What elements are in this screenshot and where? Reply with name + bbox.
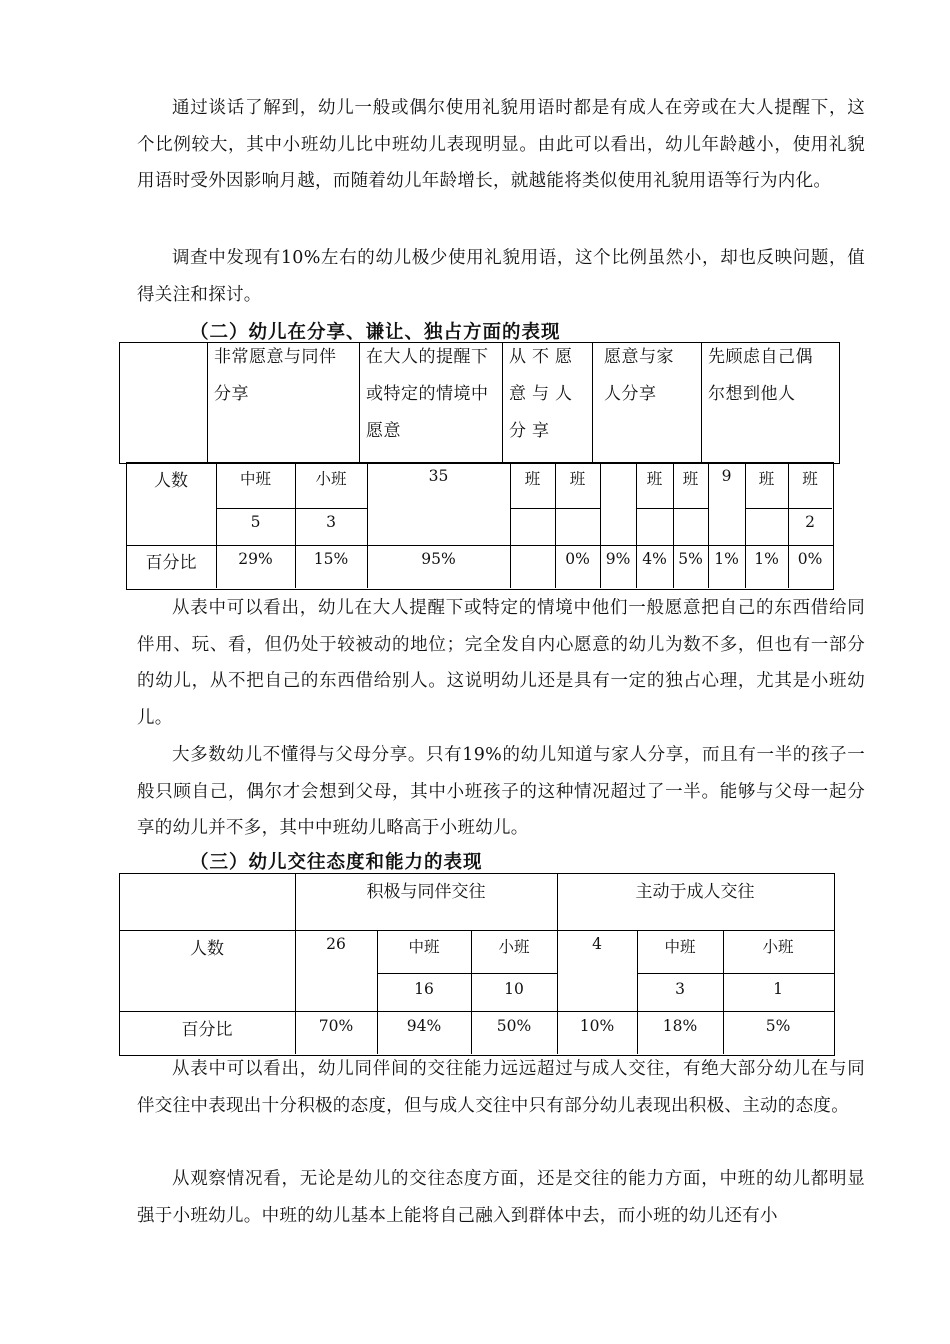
header-cell: 积极与同伴交往 [366, 882, 486, 902]
paragraph-4: 大多数幼儿不懂得与父母分享。只有19%的幼儿知道与家人分享，而且有一半的孩子一般只顾自己，偶尔才会想到父母，其中小班孩子的这种情况超过了一半。能够与父母一起分享的幼儿并不多，其中中班幼儿略高于小班幼儿。 [137, 745, 865, 838]
table-cell: 2 [805, 513, 815, 531]
table-cell: 0% [797, 550, 823, 568]
table-cell: 50% [496, 1017, 532, 1035]
section-heading-3: （三）幼儿交往态度和能力的表现 [190, 852, 483, 873]
paragraph-3: 从表中可以看出，幼儿在大人提醒下或特定的情境中他们一般愿意把自己的东西借给同伴用、玩、看，但仍处于较被动的地位；完全发自内心愿意的幼儿为数不多，但也有一部分的幼儿，从不把自己的东西借给别人。这说明幼儿还是具有一定的独占心理，尤其是小班幼儿。 [137, 598, 865, 728]
table-cell: 10 [504, 980, 524, 998]
table-cell: 35 [428, 467, 449, 485]
table-cell: 小班 [498, 938, 530, 956]
row-label-percent: 百分比 [181, 1020, 233, 1040]
table-cell: 班 [682, 470, 699, 488]
table-cell: 1 [773, 980, 783, 998]
table-cell: 16 [414, 980, 434, 998]
row-label-percent: 百分比 [145, 553, 197, 573]
header-cell: 从不愿意与人分享 [509, 347, 578, 441]
table-cell: 9% [605, 550, 631, 568]
table-cell: 29% [238, 550, 273, 568]
table-cell: 中班 [239, 470, 271, 488]
table-cell: 小班 [762, 938, 794, 956]
table-cell: 15% [313, 550, 349, 568]
row-label-count: 人数 [154, 471, 188, 491]
paragraph-1: 通过谈话了解到，幼儿一般或偶尔使用礼貌用语时都是有成人在旁或在大人提醒下，这个比例较大，其中小班幼儿比中班幼儿表现明显。由此可以看出，幼儿年龄越小，使用礼貌用语时受外因影响月越，而随着幼儿年龄增长，就越能将类似使用礼貌用语等行为内化。 [137, 98, 865, 191]
paragraph-5: 从表中可以看出，幼儿同伴间的交往能力远远超过与成人交往，有绝大部分幼儿在与同伴交往中表现出十分积极的态度，但与成人交往中只有部分幼儿表现出积极、主动的态度。 [137, 1059, 865, 1116]
table-cell: 中班 [408, 938, 440, 956]
table-cell: 0% [565, 550, 590, 568]
table-cell: 3 [675, 980, 685, 998]
table-cell: 95% [421, 550, 456, 568]
paragraph-2: 调查中发现有10%左右的幼儿极少使用礼貌用语，这个比例虽然小，却也反映问题，值得关注和探讨。 [137, 248, 865, 305]
table-cell: 4% [642, 550, 667, 568]
section-heading-2: （二）幼儿在分享、谦让、独占方面的表现 [190, 322, 561, 343]
header-cell: 主动于成人交往 [635, 882, 755, 902]
header-cell: 先顾虑自己偶尔想到他人 [708, 347, 813, 404]
table-cell: 18% [662, 1017, 698, 1035]
table-cell: 班 [758, 470, 775, 488]
table-cell: 1% [714, 550, 739, 568]
table-cell: 班 [646, 470, 663, 488]
table-cell: 5 [250, 513, 261, 531]
table-cell: 班 [569, 470, 586, 488]
table-cell: 5% [765, 1017, 791, 1035]
table-cell: 4 [592, 935, 602, 953]
table-cell: 3 [326, 513, 336, 531]
table-cell: 中班 [664, 938, 696, 956]
table-cell: 10% [579, 1017, 615, 1035]
table-cell: 5% [678, 550, 703, 568]
table-cell: 9 [721, 467, 732, 485]
table-cell: 70% [318, 1017, 354, 1035]
header-cell: 在大人的提醒下或特定的情境中愿意 [366, 347, 489, 441]
table-cell: 班 [524, 470, 541, 488]
header-cell: 愿意与家人分享 [604, 347, 674, 404]
table-cell: 小班 [315, 470, 347, 488]
table-cell: 26 [326, 935, 346, 953]
header-cell: 非常愿意与同伴分享 [214, 347, 337, 404]
table-cell: 1% [754, 550, 779, 568]
row-label-count: 人数 [190, 939, 224, 959]
table-cell: 班 [802, 470, 818, 488]
table-cell: 94% [406, 1017, 442, 1035]
paragraph-6: 从观察情况看，无论是幼儿的交往态度方面，还是交往的能力方面，中班的幼儿都明显强于小班幼儿。中班的幼儿基本上能将自己融入到群体中去，而小班的幼儿还有小 [137, 1169, 865, 1226]
